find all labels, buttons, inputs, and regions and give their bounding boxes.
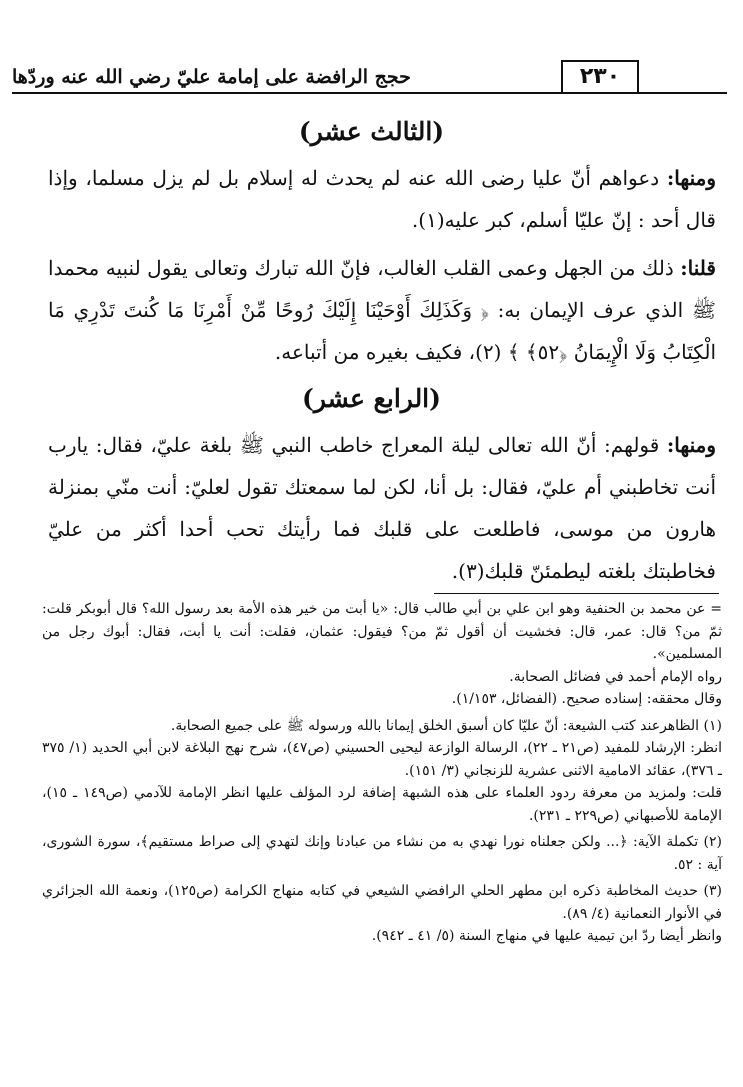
footnote-1-sources: انظر: الإرشاد للمفيد (ص٢١ ـ ٢٢)، الرسالة الوازعة ليحيى الحسيني (ص٤٧)، شرح نهج البلاغة لابن أبي الحديد (١/ ٣٧٥ ـ ٣٧٦)، عقائد الامامية الاثنى عشرية للزنجاني (٣/ ١٥١). xyxy=(42,740,723,779)
paragraph-text: ذلك من الجهل وعمى القلب الغالب، فإنّ الله تبارك وتعالى يقول لنبيه محمدا ﷺ الذي عرف الإيمان به: ﴿ وَكَذَلِكَ أَوْحَيْنَا إِلَيْكَ رُوحًا مِّنْ أَمْرِنَا مَا كُنتَ تَدْرِي مَا الْكِتَابُ وَلَا الْإِيمَانُ ﴿٥٢﴾ ﴾ (٢)، فكيف بغيره من أتباعه. xyxy=(48,256,716,364)
footnote-continuation: وقال محققه: إسناده صحيح. (الفضائل، ١/١٥٣). xyxy=(451,691,722,707)
page-header xyxy=(12,58,727,102)
footnote-3: (٣) حديث المخاطبة ذكره ابن مطهر الحلي الرافضي الشيعي في كتابه منهاج الكرامة (ص١٢٥)، ونعمة الله الجزائري في الأنوار النعمانية (٤/ ٨٩). xyxy=(42,883,722,922)
footnote-1: (١) الظاهرعند كتب الشيعة: أنّ عليّا كان أسبق الخلق إيمانا بالله ورسوله ﷺ على جميع الصحابة. xyxy=(170,717,722,734)
page-number: ٢٣٠ xyxy=(561,60,639,92)
footnote-continuation: = عن محمد بن الحنفية وهو ابن علي بن أبي طالب قال: «يا أبت من خير هذه الأمة بعد رسول الله؟ قال أبوبكر قلت: ثمّ من؟ قال: عمر، قال: فخشيت أن أقول ثمّ من؟ فيقول: عثمان، فقلت: أنت يا أبت، فقال: أبوك رجل من المسلمين». xyxy=(42,601,722,662)
paragraph-lead: قلنا: xyxy=(680,256,716,280)
header-rule xyxy=(12,92,727,94)
paragraph-claim-14 xyxy=(48,424,716,592)
section-14-body xyxy=(48,424,716,592)
paragraph-text: دعواهم أنّ عليا رضى الله عنه لم يحدث له إسلام بل لم يزل مسلما، وإذا قال أحد : إنّ عليّا أسلم، كبر عليه(١). xyxy=(48,166,716,232)
footnote-separator xyxy=(434,593,719,594)
paragraph-claim-13 xyxy=(48,157,716,241)
section-heading-13: (الثالث عشر) xyxy=(298,117,445,146)
footnote-continuation: رواه الإمام أحمد في فضائل الصحابة. xyxy=(509,668,722,685)
paragraph-text: قولهم: أنّ الله تعالى ليلة المعراج خاطب النبي ﷺ بلغة عليّ، فقال: يارب أنت تخاطبني أم عليّ، فقال: بل أنا، لكن لما سمعتك تقول لعليّ: أنت منّي بمنزلة هارون من موسى، فاطلعت على قلبك فما رأيتك تحب أحدا أكثر من عليّ فخاطبتك بلغته ليطمئنّ قلبك(٣). xyxy=(48,433,716,583)
section-heading-14: (الرابع عشر) xyxy=(302,384,441,413)
running-title: حجج الرافضة على إمامة عليّ رضي الله عنه وردّها xyxy=(12,66,411,88)
paragraph-lead: ومنها: xyxy=(666,166,716,190)
footnote-2: (٢) تكملة الآية: ﴿... ولكن جعلناه نورا نهدي به من نشاء من عبادنا وإنك لتهدي إلى صراط مستقيم﴾، سورة الشورى، آية : ٥٢. xyxy=(42,834,722,873)
footnote-3-note: وانظر أيضا ردّ ابن تيمية عليها في منهاج السنة (٥/ ٤١ ـ ٩٤٢). xyxy=(371,928,722,944)
paragraph-lead: ومنها: xyxy=(666,433,716,457)
footnote-1-note: قلت: ولمزيد من معرفة ردود العلماء على هذه الشبهة إضافة لرد المؤلف عليها انظر الإمامة للآدمي (ص١٤٩ ـ ١٥)، الإمامة للأصبهاني (ص٢٢٩ ـ ٢٣١). xyxy=(42,785,722,824)
paragraph-reply-13 xyxy=(48,247,716,373)
section-13-body xyxy=(48,157,716,373)
footnotes xyxy=(42,598,722,948)
